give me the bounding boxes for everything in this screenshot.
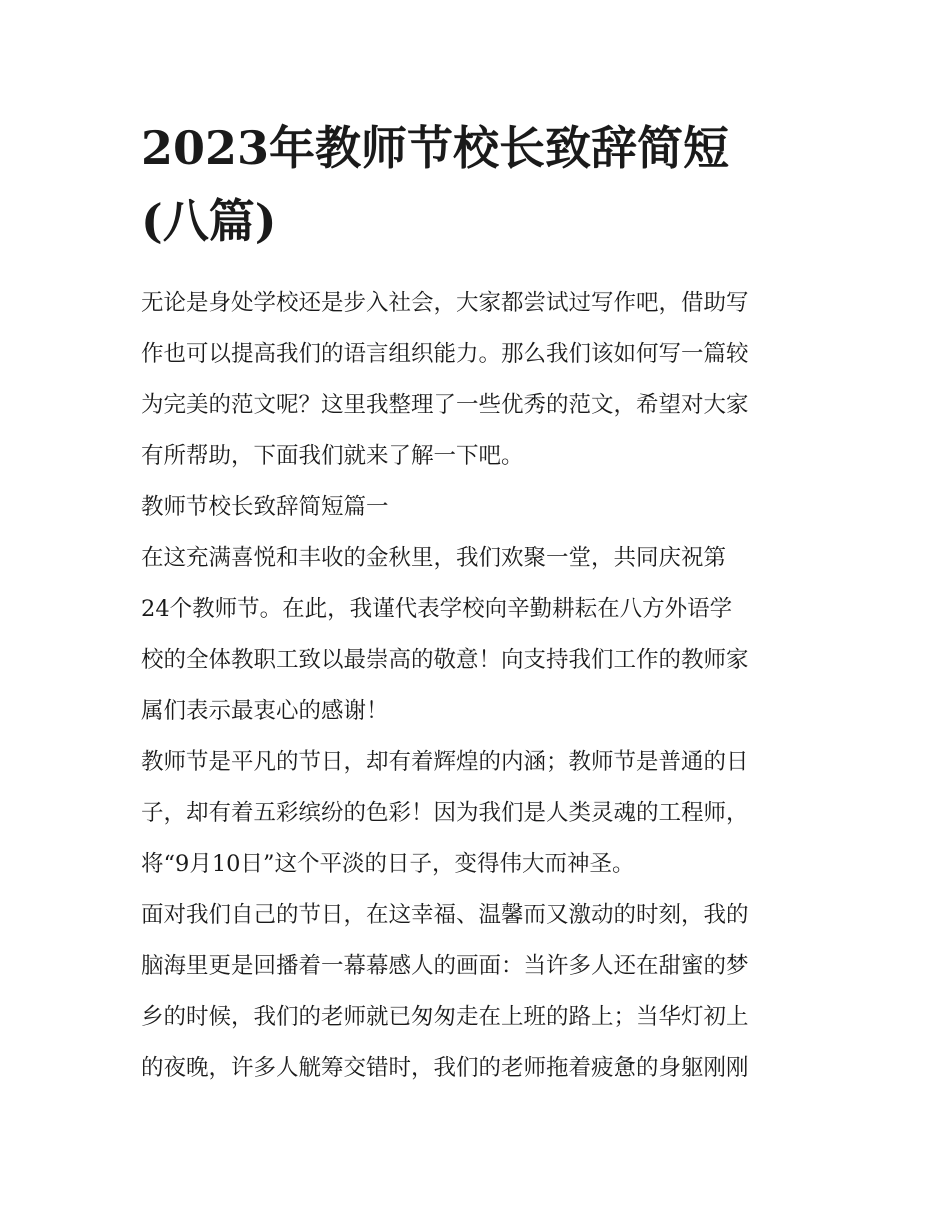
speech-paragraph-1 — [141, 533, 813, 737]
title-line: (八篇) — [141, 194, 277, 248]
text-line: 乡的时候，我们的老师就已匆匆走在上班的路上；当华灯初上 — [141, 1004, 749, 1030]
text-line: 有所帮助，下面我们就来了解一下吧。 — [141, 443, 524, 469]
text-line: 为完美的范文呢？这里我整理了一些优秀的范文，希望对大家 — [141, 392, 749, 418]
document-body — [141, 278, 813, 1094]
text-line: 的夜晚，许多人觥筹交错时，我们的老师拖着疲惫的身躯刚刚 — [141, 1055, 749, 1081]
intro-paragraph — [141, 278, 813, 482]
text-line: 面对我们自己的节日，在这幸福、温馨而又激动的时刻，我的 — [141, 902, 749, 928]
text-line: 将“9月10日”这个平淡的日子，变得伟大而神圣。 — [141, 851, 635, 877]
text-line: 校的全体教职工致以最崇高的敬意！向支持我们工作的教师家 — [141, 647, 749, 673]
title-line: 2023年教师节校长致辞简短 — [141, 121, 730, 175]
speech-paragraph-2 — [141, 737, 813, 890]
text-line: 子，却有着五彩缤纷的色彩！因为我们是人类灵魂的工程师， — [141, 800, 749, 826]
text-line: 无论是身处学校还是步入社会，大家都尝试过写作吧，借助写 — [141, 290, 749, 316]
document-page — [141, 112, 813, 1094]
text-line: 24个教师节。在此，我谨代表学校向辛勤耕耘在八方外语学 — [141, 596, 733, 622]
text-line: 脑海里更是回播着一幕幕感人的画面：当许多人还在甜蜜的梦 — [141, 953, 749, 979]
text-line: 教师节是平凡的节日，却有着辉煌的内涵；教师节是普通的日 — [141, 749, 749, 775]
text-line: 在这充满喜悦和丰收的金秋里，我们欢聚一堂，共同庆祝第 — [141, 545, 727, 571]
speech-paragraph-3 — [141, 890, 813, 1094]
text-line: 属们表示最衷心的感谢！ — [141, 698, 389, 724]
section-heading — [141, 482, 813, 533]
text-line: 作也可以提高我们的语言组织能力。那么我们该如何写一篇较 — [141, 341, 749, 367]
section-heading-text: 教师节校长致辞简短篇一 — [141, 494, 389, 520]
document-title — [141, 112, 813, 258]
